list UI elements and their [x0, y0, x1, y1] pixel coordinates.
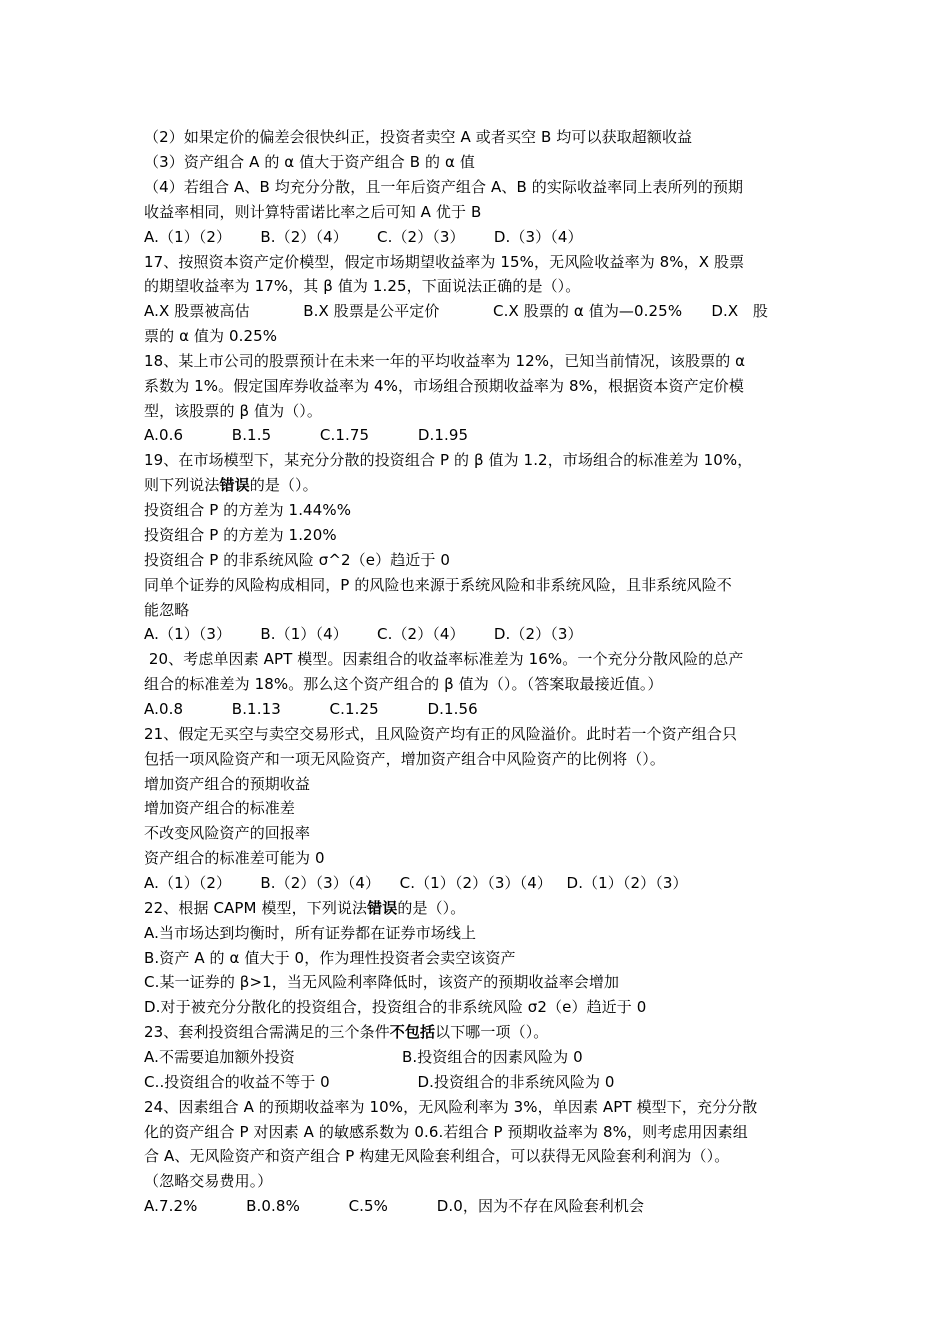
question-24: 24、因素组合 A 的预期收益率为 10%，无风险利率为 3%，单因素 APT 模型下，充分分散: [144, 1098, 758, 1116]
text-line: 组合的标准差为 18%。那么这个资产组合的 β 值为（）。（答案取最接近值。）: [144, 675, 663, 693]
answer-options: A.X 股票被高估 B.X 股票是公平定价 C.X 股票的 α 值为—0.25% D.X 股: [144, 302, 768, 320]
question-19: 19、在市场模型下，某充分分散的投资组合 P 的 β 值为 1.2，市场组合的标准差为 10%，: [144, 451, 753, 469]
option-line: C.某一证券的 β>1，当无风险利率降低时，该资产的预期收益率会增加: [144, 973, 620, 991]
answer-options: A.7.2% B.0.8% C.5% D.0，因为不存在风险套利机会: [144, 1197, 645, 1215]
text-line: 包括一项风险资产和一项无风险资产，增加资产组合中风险资产的比例将（）。: [144, 750, 666, 768]
text-line: （4）若组合 A、B 均充分分散，且一年后资产组合 A、B 的实际收益率同上表所列的预期: [144, 178, 744, 196]
statement-line: 同单个证券的风险构成相同，P 的风险也来源于系统风险和非系统风险，且非系统风险不: [144, 576, 732, 594]
question-17: 17、按照资本资产定价模型，假定市场期望收益率为 15%，无风险收益率为 8%，X 股票: [144, 253, 745, 271]
statement-line: 投资组合 P 的非系统风险 σ^2（e）趋近于 0: [144, 551, 451, 569]
answer-options: A.（1）（2） B.（2）（4） C.（2）（3） D.（3）（4）: [144, 228, 583, 246]
option-line: A.当市场达到均衡时，所有证券都在证券市场线上: [144, 924, 477, 942]
statement-line: 增加资产组合的预期收益: [144, 775, 311, 793]
text-line: 系数为 1%。假定国库券收益率为 4%，市场组合预期收益率为 8%，根据资本资产定价模: [144, 377, 744, 395]
text-line: 票的 α 值为 0.25%: [144, 327, 278, 345]
text-line: 能忽略: [144, 601, 190, 619]
answer-options: A.（1）（3） B.（1）（4） C.（2）（4） D.（2）（3）: [144, 625, 583, 643]
text-line: 收益率相同，则计算特雷诺比率之后可知 A 优于 B: [144, 203, 482, 221]
text-line: 型，该股票的 β 值为（）。: [144, 402, 323, 420]
option-line: B.资产 A 的 α 值大于 0，作为理性投资者会卖空该资产: [144, 949, 516, 967]
question-22: 22、根据 CAPM 模型，下列说法错误的是（）。: [144, 899, 466, 917]
text-line: （3）资产组合 A 的 α 值大于资产组合 B 的 α 值: [144, 153, 475, 171]
answer-options: A.（1）（2） B.（2）（3）（4） C.（1）（2）（3）（4） D.（1）（2）（3）: [144, 874, 688, 892]
question-20: 20、考虑单因素 APT 模型。因素组合的收益率标准差为 16%。一个充分分散风险的总产: [144, 650, 744, 668]
text-line: （2）如果定价的偏差会很快纠正，投资者卖空 A 或者买空 B 均可以获取超额收益: [144, 128, 693, 146]
emphasis-text: 错误: [367, 899, 398, 917]
text-line: 则下列说法错误的是（）。: [144, 476, 318, 494]
text-line: 的期望收益率为 17%，其 β 值为 1.25，下面说法正确的是（）。: [144, 277, 581, 295]
statement-line: 不改变风险资产的回报率: [144, 824, 311, 842]
answer-options: A.不需要追加额外投资 B.投资组合的因素风险为 0: [144, 1048, 583, 1066]
emphasis-text: 错误: [219, 476, 250, 494]
question-18: 18、某上市公司的股票预计在未来一年的平均收益率为 12%，已知当前情况，该股票的 α: [144, 352, 746, 370]
question-21: 21、假定无买空与卖空交易形式，且风险资产均有正的风险溢价。此时若一个资产组合只: [144, 725, 738, 743]
text-line: 化的资产组合 P 对因素 A 的敏感系数为 0.6.若组合 P 预期收益率为 8%，则考虑用因素组: [144, 1123, 748, 1141]
statement-line: 资产组合的标准差可能为 0: [144, 849, 325, 867]
emphasis-text: 不包括: [389, 1023, 436, 1041]
question-23: 23、套利投资组合需满足的三个条件不包括以下哪一项（）。: [144, 1023, 549, 1041]
option-line: D.对于被充分分散化的投资组合，投资组合的非系统风险 σ2（e）趋近于 0: [144, 998, 647, 1016]
answer-options: A.0.8 B.1.13 C.1.25 D.1.56: [144, 700, 478, 718]
statement-line: 增加资产组合的标准差: [144, 799, 296, 817]
statement-line: 投资组合 P 的方差为 1.20%: [144, 526, 337, 544]
answer-options: A.0.6 B.1.5 C.1.75 D.1.95: [144, 426, 469, 444]
text-line: （忽略交易费用。）: [144, 1172, 273, 1190]
statement-line: 投资组合 P 的方差为 1.44%%: [144, 501, 352, 519]
answer-options: C..投资组合的收益不等于 0 D.投资组合的非系统风险为 0: [144, 1073, 615, 1091]
text-line: 合 A、无风险资产和资产组合 P 构建无风险套利组合，可以获得无风险套利利润为（）。: [144, 1147, 730, 1165]
